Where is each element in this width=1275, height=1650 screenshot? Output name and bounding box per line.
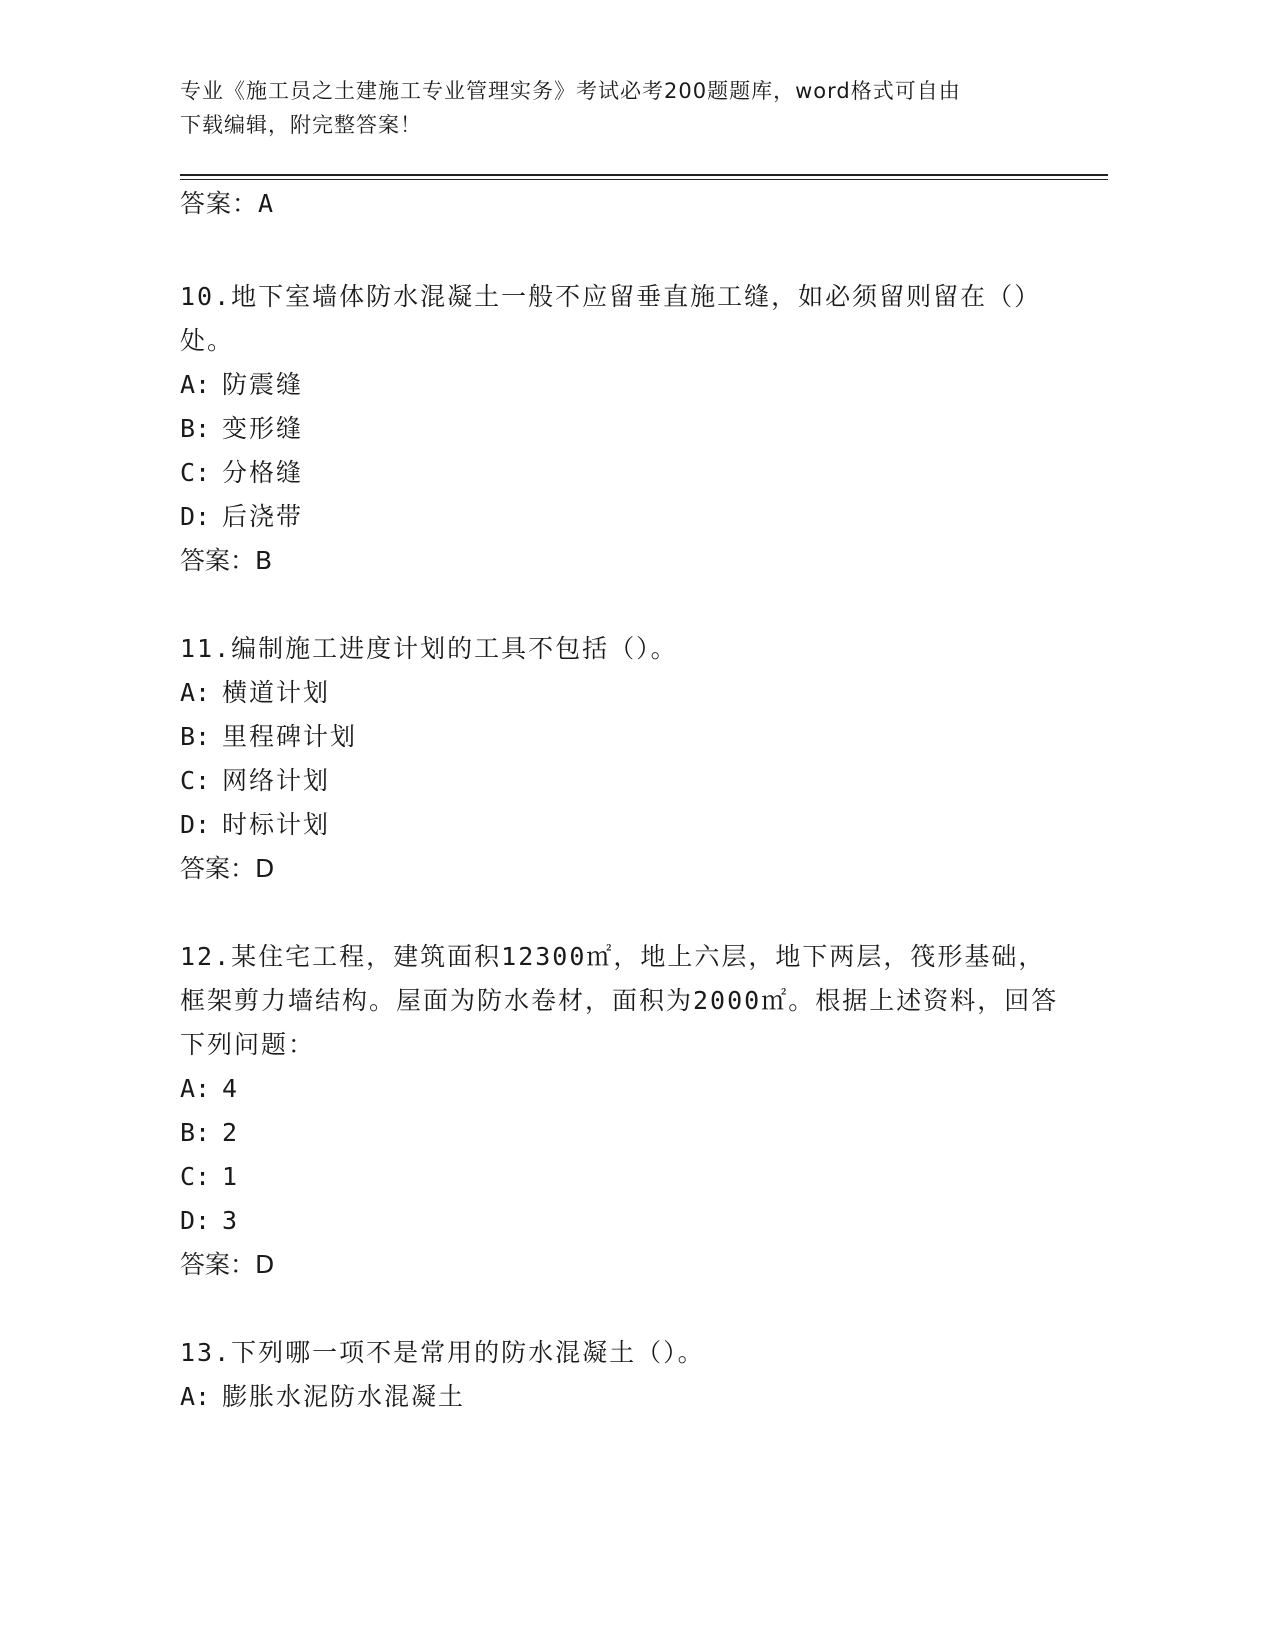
option-letter: D: <box>180 810 211 839</box>
option-a <box>180 1067 1060 1111</box>
option-b <box>180 1111 1060 1155</box>
question-block-11 <box>180 627 1060 891</box>
option-letter: B: <box>180 1118 211 1147</box>
option-text: 防震缝 <box>222 370 304 399</box>
option-text: 变形缝 <box>222 414 304 443</box>
option-text: 后浇带 <box>222 502 304 531</box>
header-divider-thin <box>180 179 1108 180</box>
option-a <box>180 671 1060 715</box>
answer-label: 答案： <box>180 546 256 575</box>
option-d <box>180 803 1060 847</box>
option-text: 网络计划 <box>222 766 331 795</box>
option-letter: C: <box>180 1162 211 1191</box>
answer-label: 答案： <box>180 854 256 883</box>
question-block-13 <box>180 1331 1060 1419</box>
question-text: 12.某住宅工程，建筑面积12300㎡，地上六层，地下两层，筏形基础，框架剪力墙结构。屋面为防水卷材，面积为2000㎡。根据上述资料，回答下列问题： <box>180 942 1059 1059</box>
answer-label: 答案： <box>180 1250 256 1279</box>
option-letter: D: <box>180 1206 211 1235</box>
previous-answer <box>180 187 1060 221</box>
option-text: 3 <box>222 1206 240 1235</box>
header-title-line-1: 专业《施工员之土建施工专业管理实务》考试必考200题题库，word格式可自由 <box>180 79 961 103</box>
answer-value: B <box>255 546 273 575</box>
option-d <box>180 495 1060 539</box>
question-text: 13.下列哪一项不是常用的防水混凝土（）。 <box>180 1338 705 1367</box>
option-text: 4 <box>222 1074 240 1103</box>
option-letter: B: <box>180 722 211 751</box>
option-a <box>180 363 1060 407</box>
question-text: 10.地下室墙体防水混凝土一般不应留垂直施工缝，如必须留则留在（）处。 <box>180 282 1042 355</box>
document-header <box>180 74 1040 142</box>
answer-value: D <box>255 854 275 883</box>
option-text: 横道计划 <box>222 678 331 707</box>
option-letter: A: <box>180 678 211 707</box>
question-block-12 <box>180 935 1060 1287</box>
option-b <box>180 407 1060 451</box>
question-list <box>180 187 1060 1419</box>
header-divider-thick <box>180 174 1108 176</box>
answer-value: A <box>258 189 274 218</box>
option-letter: C: <box>180 766 211 795</box>
question-answer <box>180 847 1060 891</box>
option-text: 里程碑计划 <box>222 722 358 751</box>
option-b <box>180 715 1060 759</box>
option-text: 1 <box>222 1162 240 1191</box>
answer-value: D <box>255 1250 275 1279</box>
question-answer <box>180 539 1060 583</box>
option-letter: A: <box>180 370 211 399</box>
option-d <box>180 1199 1060 1243</box>
option-a <box>180 1375 1060 1419</box>
option-text: 时标计划 <box>222 810 331 839</box>
option-text: 膨胀水泥防水混凝土 <box>222 1382 466 1411</box>
question-answer <box>180 1243 1060 1287</box>
document-page <box>180 0 1110 1650</box>
option-letter: D: <box>180 502 211 531</box>
option-text: 分格缝 <box>222 458 304 487</box>
option-text: 2 <box>222 1118 240 1147</box>
option-c <box>180 759 1060 803</box>
option-letter: B: <box>180 414 211 443</box>
option-letter: A: <box>180 1074 211 1103</box>
question-text: 11.编制施工进度计划的工具不包括（）。 <box>180 634 678 663</box>
option-c <box>180 1155 1060 1199</box>
header-title-line-2: 下载编辑，附完整答案！ <box>180 113 422 137</box>
question-block-10 <box>180 275 1060 583</box>
answer-label: 答案： <box>180 189 259 218</box>
option-letter: A: <box>180 1382 211 1411</box>
option-letter: C: <box>180 458 211 487</box>
option-c <box>180 451 1060 495</box>
